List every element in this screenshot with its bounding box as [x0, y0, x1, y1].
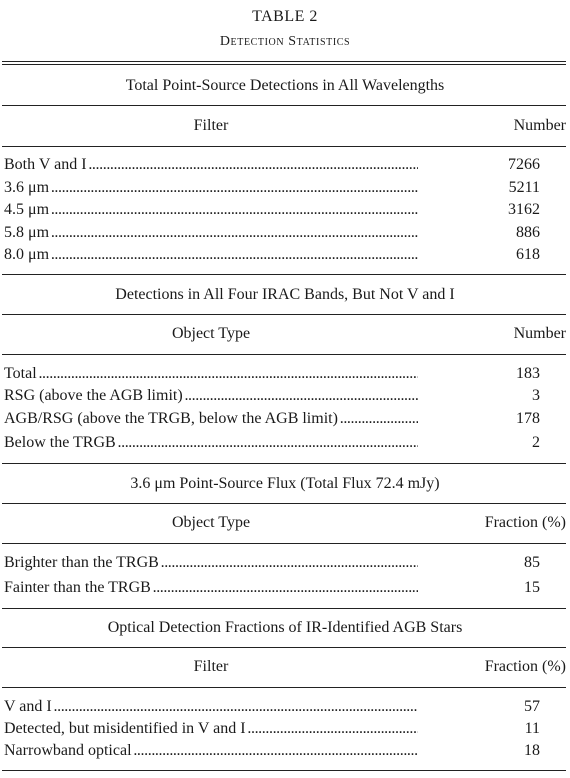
row-value: 18 — [524, 742, 540, 759]
row-value: 7266 — [508, 156, 540, 173]
column-header-object-type: Object Type — [171, 514, 251, 531]
column-header-number: Number — [513, 325, 566, 342]
section-title-1: Total Point-Source Detections in All Wavelengths — [125, 77, 445, 94]
row-label: 8.0 μm . . . — [4, 246, 418, 264]
row-value: 57 — [524, 698, 540, 715]
row-label: Narrowband optical . . . — [4, 742, 418, 760]
table-row — [4, 179, 566, 201]
row-label: Brighter than the TRGB . . . — [4, 554, 418, 572]
column-header-number: Number — [513, 117, 566, 134]
row-label: Below the TRGB . . . — [4, 434, 418, 452]
section-rule — [2, 314, 566, 315]
table-row — [4, 554, 566, 576]
table-row — [4, 742, 566, 764]
header-rule — [2, 354, 566, 355]
row-value: 178 — [516, 410, 540, 427]
table-row — [4, 434, 566, 456]
header-rule — [2, 146, 566, 147]
row-value: 886 — [516, 224, 540, 241]
table-row — [4, 365, 566, 387]
bottom-rule — [2, 770, 566, 771]
column-header-fraction: Fraction (%) — [484, 514, 566, 531]
row-label: 3.6 μm . . . — [4, 179, 418, 197]
section-rule — [2, 608, 566, 609]
row-value: 15 — [524, 579, 540, 596]
section-title-2: Detections in All Four IRAC Bands, But Not V and I — [115, 286, 455, 303]
header-rule — [2, 543, 566, 544]
table-row — [4, 156, 566, 178]
column-header-fraction: Fraction (%) — [484, 658, 566, 675]
table-row — [4, 579, 566, 601]
row-label: 4.5 μm . . . — [4, 201, 418, 219]
table-number: TABLE 2 — [252, 8, 318, 25]
section-rule — [2, 503, 566, 504]
row-label: Total . . . — [4, 365, 418, 383]
row-value: 618 — [516, 246, 540, 263]
row-label: RSG (above the AGB limit) . . . — [4, 387, 418, 405]
row-value: 11 — [524, 720, 540, 737]
row-value: 3162 — [508, 201, 540, 218]
header-rule — [2, 687, 566, 688]
column-header-filter: Filter — [193, 117, 229, 134]
row-label: 5.8 μm . . . — [4, 224, 418, 242]
table-row — [4, 720, 566, 742]
row-value: 85 — [524, 554, 540, 571]
table-row — [4, 387, 566, 409]
row-label: Both V and I . . . — [4, 156, 418, 174]
row-value: 2 — [532, 434, 540, 451]
section-rule — [2, 105, 566, 106]
top-rule — [2, 61, 566, 62]
row-label: V and I . . . — [4, 698, 418, 716]
table-caption: Detection Statistics — [219, 34, 351, 49]
table-row — [4, 201, 566, 223]
row-value: 183 — [516, 365, 540, 382]
section-title-3: 3.6 μm Point-Source Flux (Total Flux 72.4 mJy) — [130, 475, 440, 492]
row-label: Detected, but misidentified in V and I . . . — [4, 720, 418, 738]
section-rule — [2, 274, 566, 275]
column-header-object-type: Object Type — [171, 325, 251, 342]
section-rule — [2, 647, 566, 648]
section-rule — [2, 463, 566, 464]
table-row — [4, 698, 566, 720]
row-label: AGB/RSG (above the TRGB, below the AGB limit) . . . — [4, 410, 418, 428]
section-title-4: Optical Detection Fractions of IR-Identified AGB Stars — [107, 619, 463, 636]
table-row — [4, 410, 566, 432]
top-rule-2 — [2, 64, 566, 65]
table-row — [4, 246, 566, 268]
table-row — [4, 224, 566, 246]
row-label: Fainter than the TRGB . . . — [4, 579, 418, 597]
row-value: 3 — [532, 387, 540, 404]
row-value: 5211 — [508, 179, 540, 196]
column-header-filter: Filter — [193, 658, 229, 675]
